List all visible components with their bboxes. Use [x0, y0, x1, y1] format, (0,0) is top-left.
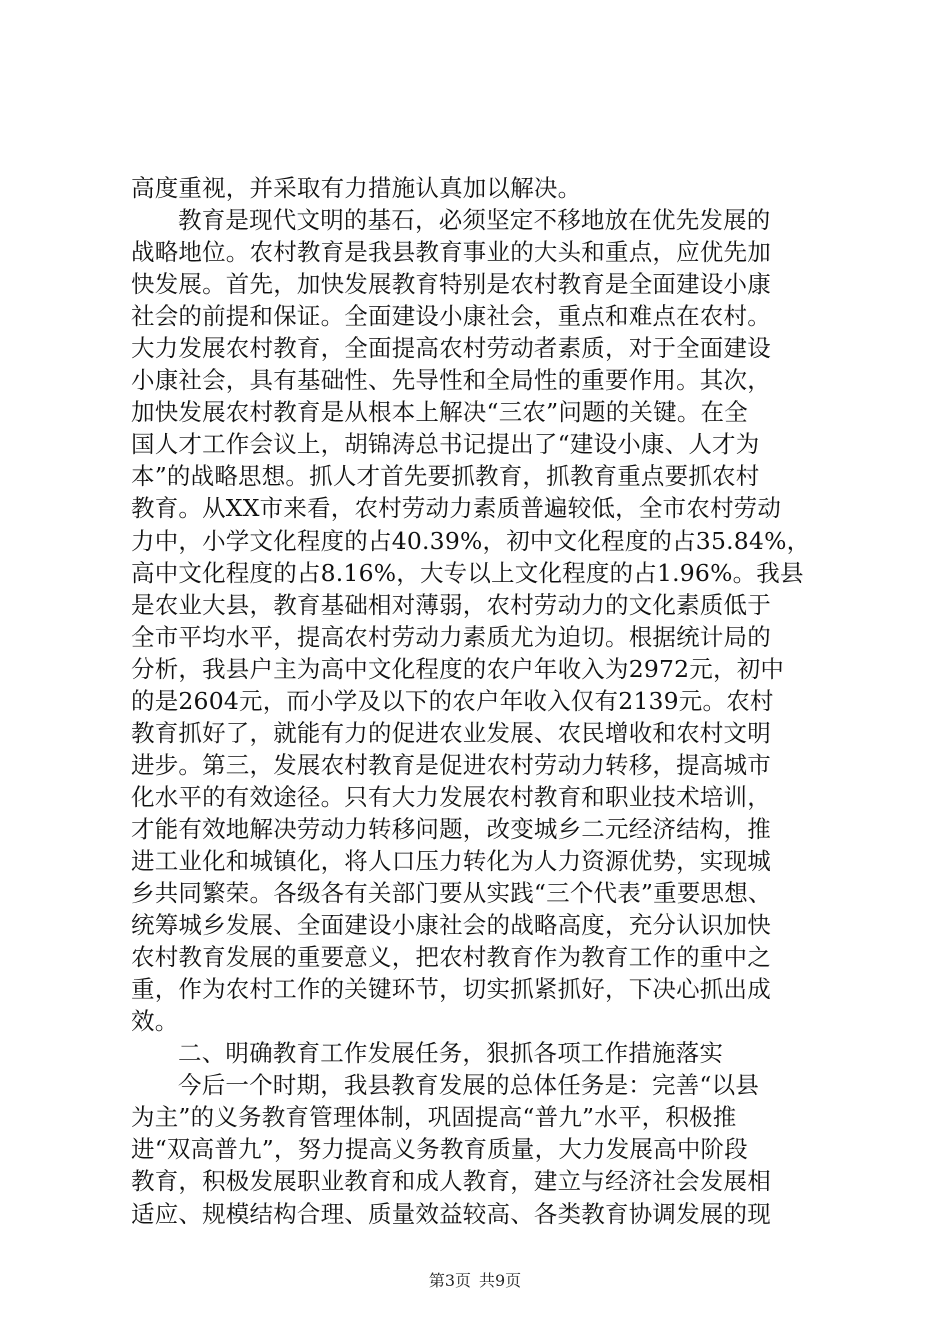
text-line: 统筹城乡发展、全面建设小康社会的战略高度，充分认识加快: [131, 911, 771, 940]
document-body: [131, 172, 831, 1230]
paragraph-start-line: 教育是现代文明的基石，必须坚定不移地放在优先发展的: [178, 206, 771, 235]
text-line: 才能有效地解决劳动力转移问题，改变城乡二元经济结构，推: [131, 814, 771, 843]
text-line: 是农业大县，教育基础相对薄弱，农村劳动力的文化素质低于: [131, 590, 771, 619]
text-line: 进“双高普九”，努力提高义务教育质量，大力发展高中阶段: [131, 1135, 748, 1164]
text-line: 高度重视，并采取有力措施认真加以解决。: [131, 174, 582, 202]
page-total: 共9页: [479, 1271, 522, 1290]
text-line: 大力发展农村教育，全面提高农村劳动者素质，对于全面建设: [131, 334, 771, 363]
text-line: 进工业化和城镇化，将人口压力转化为人力资源优势，实现城: [131, 846, 771, 875]
text-line: 加快发展农村教育是从根本上解决“三农”问题的关键。在全: [131, 398, 748, 427]
text-line: 农村教育发展的重要意义，把农村教育作为教育工作的重中之: [131, 943, 771, 972]
page-footer: [0, 1271, 950, 1291]
text-line: 战略地位。农村教育是我县教育事业的大头和重点，应优先加: [131, 238, 771, 267]
text-line: 力中，小学文化程度的占40.39%，初中文化程度的占35.84%，: [131, 526, 811, 555]
text-line: 重，作为农村工作的关键环节，切实抓紧抓好，下决心抓出成: [131, 975, 771, 1004]
text-line: 国人才工作会议上，胡锦涛总书记提出了“建设小康、人才为: [131, 430, 760, 459]
text-line: 高中文化程度的占8.16%，大专以上文化程度的占1.96%。我县: [131, 558, 804, 587]
text-line: 为主”的义务教育管理体制，巩固提高“普九”水平，积极推: [131, 1103, 737, 1132]
text-line: 的是2604元，而小学及以下的农户年收入仅有2139元。农村: [131, 686, 774, 715]
text-line: 本”的战略思想。抓人才首先要抓教育，抓教育重点要抓农村: [131, 462, 760, 491]
text-line: 教育，积极发展职业教育和成人教育，建立与经济社会发展相: [131, 1167, 771, 1196]
section-heading: 二、明确教育工作发展任务，狠抓各项工作措施落实: [178, 1039, 724, 1068]
text-line: 效。: [131, 1007, 179, 1036]
text-line: 快发展。首先，加快发展教育特别是农村教育是全面建设小康: [131, 270, 771, 299]
page-number: 第3页: [428, 1271, 471, 1290]
text-line: 适应、规模结构合理、质量效益较高、各类教育协调发展的现: [131, 1199, 771, 1228]
paragraph-start-line: 今后一个时期，我县教育发展的总体任务是：完善“以县: [178, 1071, 760, 1100]
text-line: 分析，我县户主为高中文化程度的农户年收入为2972元，初中: [131, 654, 785, 683]
text-line: 化水平的有效途径。只有大力发展农村教育和职业技术培训，: [131, 782, 771, 811]
text-line: 进步。第三，发展农村教育是促进农村劳动力转移，提高城市: [131, 750, 771, 779]
text-line: 全市平均水平，提高农村劳动力素质尤为迫切。根据统计局的: [131, 622, 771, 651]
text-line: 社会的前提和保证。全面建设小康社会，重点和难点在农村。: [131, 302, 771, 331]
text-line: 小康社会，具有基础性、先导性和全局性的重要作用。其次，: [131, 366, 771, 395]
text-line: 教育。从XX市来看，农村劳动力素质普遍较低，全市农村劳动: [131, 494, 782, 523]
text-line: 乡共同繁荣。各级各有关部门要从实践“三个代表”重要思想、: [131, 879, 772, 908]
text-line: 教育抓好了，就能有力的促进农业发展、农民增收和农村文明: [131, 718, 771, 747]
